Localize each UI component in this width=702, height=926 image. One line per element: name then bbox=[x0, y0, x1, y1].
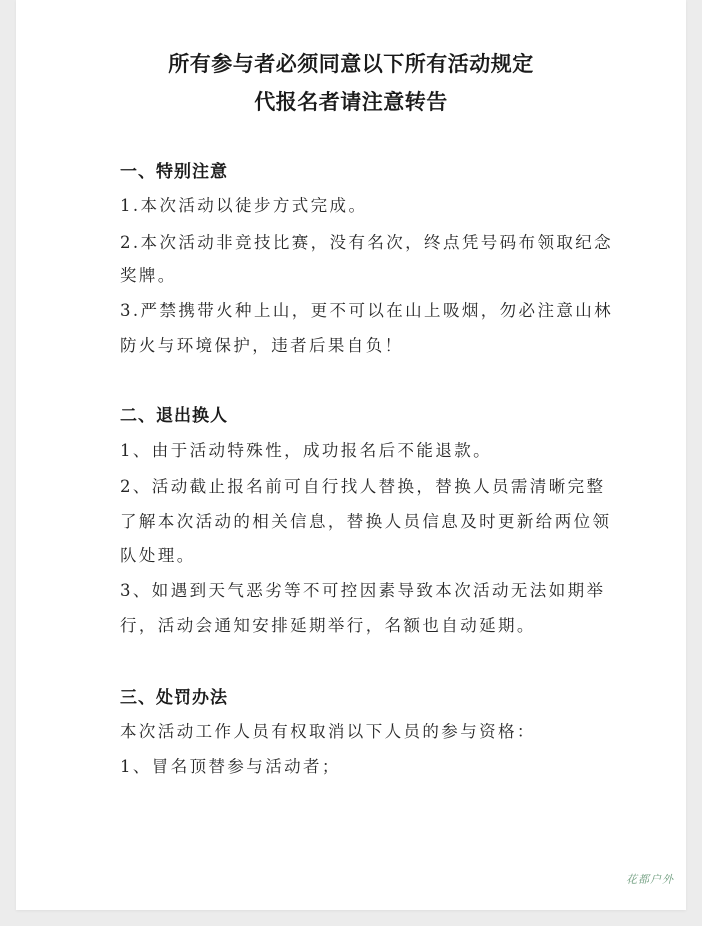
rule-line: 本次活动工作人员有权取消以下人员的参与资格： bbox=[120, 722, 536, 741]
watermark-logo: 花都户外 bbox=[626, 873, 674, 886]
page-title: 所有参与者必须同意以下所有活动规定 bbox=[168, 52, 534, 76]
rule-line: 1、冒名顶替参与活动者； bbox=[120, 757, 341, 776]
rule-line: 队处理。 bbox=[120, 546, 196, 565]
page-subtitle: 代报名者请注意转告 bbox=[254, 90, 448, 114]
rule-line: 奖牌。 bbox=[120, 266, 177, 285]
rule-line: 行，活动会通知安排延期举行，名额也自动延期。 bbox=[120, 616, 536, 635]
rule-line: 3.严禁携带火种上山，更不可以在山上吸烟，勿必注意山林 bbox=[120, 301, 614, 320]
rule-line: 了解本次活动的相关信息，替换人员信息及时更新给两位领 bbox=[120, 512, 612, 531]
rule-line: 1.本次活动以徒步方式完成。 bbox=[120, 196, 368, 215]
section-heading-withdrawal: 二、退出换人 bbox=[120, 406, 228, 426]
document-page bbox=[16, 0, 686, 910]
rule-line: 1、由于活动特殊性，成功报名后不能退款。 bbox=[120, 441, 492, 460]
rule-line: 3、如遇到天气恶劣等不可控因素导致本次活动无法如期举 bbox=[120, 581, 606, 600]
section-heading-penalties: 三、处罚办法 bbox=[120, 688, 228, 708]
section-heading-special-notice: 一、特别注意 bbox=[120, 162, 228, 182]
rule-line: 2、活动截止报名前可自行找人替换，替换人员需清晰完整 bbox=[120, 477, 606, 496]
rule-line: 2.本次活动非竞技比赛，没有名次，终点凭号码布领取纪念 bbox=[120, 233, 614, 252]
rule-line: 防火与环境保护，违者后果自负！ bbox=[120, 336, 404, 355]
